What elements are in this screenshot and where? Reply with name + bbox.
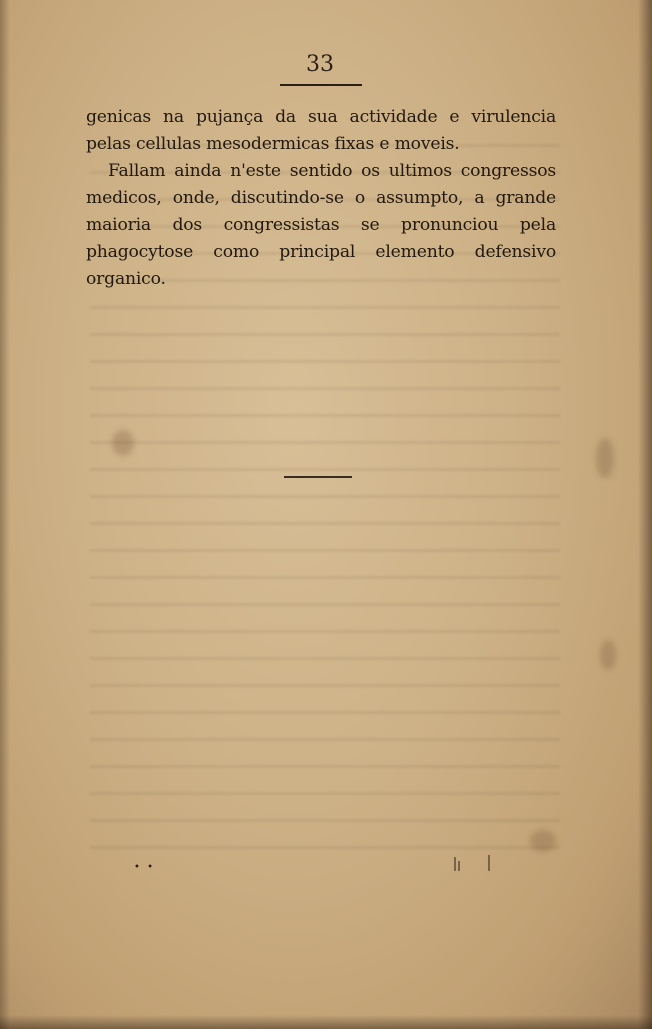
page-edge-bottom-shadow (0, 1015, 652, 1029)
page-number: 33 (306, 52, 334, 77)
paper-stain (596, 438, 614, 478)
paper-stain (530, 830, 556, 852)
page-edge-left-shadow (0, 0, 10, 1029)
page-edge-right-shadow (638, 0, 652, 1029)
body-text (86, 104, 556, 293)
paragraph-congressos: Fallam ainda n'este sentido os ultimos congressos medicos, onde, discutindo-se o assumpto, a grande maioria dos congressistas se pronunciou pela phagocytose como principal elemento defensivo organico. (86, 161, 556, 289)
paper-stain (112, 430, 134, 456)
section-divider (284, 476, 352, 478)
paragraph-continuation: genicas na pujança da sua actividade e virulencia pelas cellulas mesodermicas fixas e moveis. (86, 107, 556, 154)
smudge-mark (448, 855, 496, 875)
paper-stain (600, 640, 616, 670)
page-number-rule (280, 84, 362, 86)
ink-specks: • • (134, 862, 155, 873)
